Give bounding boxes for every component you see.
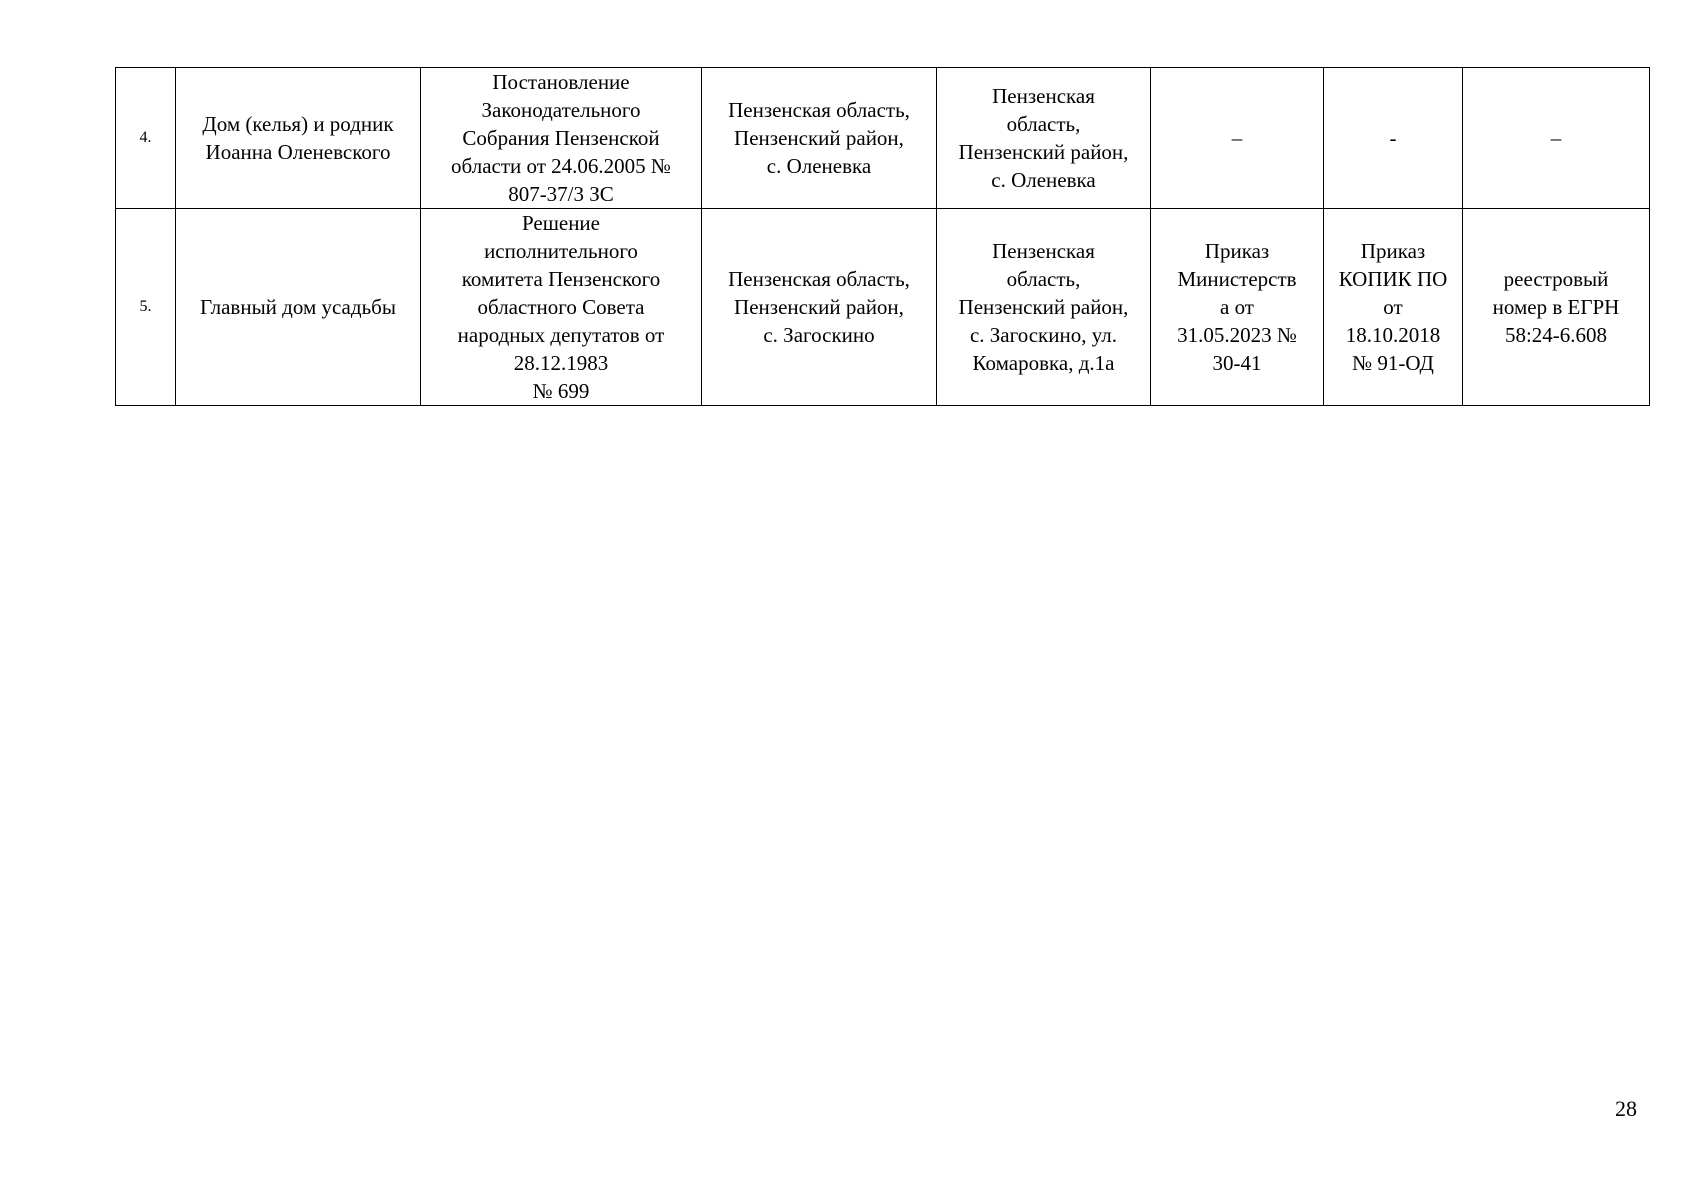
ministry-order-line: – [1231, 126, 1243, 150]
address-line: Пензенская [992, 239, 1095, 263]
location-line: с. Оленевка [766, 154, 872, 178]
legal-basis-line: Собрания Пензенской [462, 126, 660, 150]
kopik-order-line: от [1383, 295, 1403, 319]
legal-basis-cell [421, 68, 702, 209]
location-line: с. Загоскино [763, 323, 875, 347]
registry-cell [1463, 68, 1650, 209]
kopik-order-cell [1324, 68, 1463, 209]
ministry-order-line: Приказ [1204, 239, 1270, 263]
kopik-order-line: № 91-ОД [1352, 351, 1434, 375]
registry-cell [1463, 209, 1650, 406]
location-line: Пензенский район, [734, 295, 904, 319]
legal-basis-line: областного Совета [477, 295, 645, 319]
registry-line: – [1550, 126, 1562, 150]
registry-line: номер в ЕГРН [1492, 295, 1620, 319]
object-name-line: Иоанна Оленевского [205, 140, 391, 164]
address-line: область, [1006, 112, 1081, 136]
address-line: Пензенский район, [958, 140, 1129, 164]
object-name-cell [176, 209, 421, 406]
legal-basis-cell [421, 209, 702, 406]
location-line: Пензенская область, [728, 98, 910, 122]
legal-basis-line: 807-37/3 ЗС [508, 182, 614, 206]
location-line: Пензенский район, [734, 126, 904, 150]
legal-basis-line: 28.12.1983 [513, 351, 609, 375]
row-number: 4. [139, 129, 152, 146]
page-number: 28 [1615, 1096, 1637, 1121]
kopik-order-line: - [1389, 126, 1397, 150]
legal-basis-line: исполнительного [484, 239, 638, 263]
ministry-order-cell [1151, 209, 1324, 406]
ministry-order-line: 31.05.2023 № [1177, 323, 1297, 347]
location-line: Пензенская область, [728, 267, 910, 291]
address-line: Пензенская [992, 84, 1095, 108]
address-line: Комаровка, д.1а [972, 351, 1115, 375]
legal-basis-line: Законодательного [481, 98, 641, 122]
ministry-order-line: 30-41 [1212, 351, 1262, 375]
kopik-order-line: 18.10.2018 [1345, 323, 1441, 347]
legal-basis-line: Постановление [492, 70, 630, 94]
kopik-order-line: КОПИК ПО [1338, 267, 1448, 291]
legal-basis-line: народных депутатов от [457, 323, 665, 347]
address-cell [937, 68, 1151, 209]
object-name-line: Главный дом усадьбы [200, 295, 396, 319]
table-row [116, 209, 1650, 406]
heritage-objects-table [115, 67, 1650, 406]
object-name-cell [176, 68, 421, 209]
legal-basis-line: № 699 [532, 379, 590, 403]
address-line: с. Загоскино, ул. [969, 323, 1118, 347]
row-number-cell [116, 68, 176, 209]
ministry-order-line: Министерств [1177, 267, 1297, 291]
ministry-order-line: а от [1220, 295, 1254, 319]
ministry-order-cell [1151, 68, 1324, 209]
location-cell [702, 68, 937, 209]
row-number-cell [116, 209, 176, 406]
legal-basis-line: области от 24.06.2005 № [451, 154, 671, 178]
address-line: область, [1006, 267, 1081, 291]
legal-basis-line: комитета Пензенского [461, 267, 661, 291]
address-cell [937, 209, 1151, 406]
address-line: с. Оленевка [991, 168, 1096, 192]
location-cell [702, 209, 937, 406]
object-name-line: Дом (келья) и родник [202, 112, 394, 136]
registry-line: 58:24-6.608 [1504, 323, 1608, 347]
table-row [116, 68, 1650, 209]
address-line: Пензенский район, [958, 295, 1129, 319]
kopik-order-line: Приказ [1360, 239, 1426, 263]
registry-line: реестровый [1503, 267, 1609, 291]
kopik-order-cell [1324, 209, 1463, 406]
legal-basis-line: Решение [521, 211, 600, 235]
row-number: 5. [139, 298, 152, 315]
